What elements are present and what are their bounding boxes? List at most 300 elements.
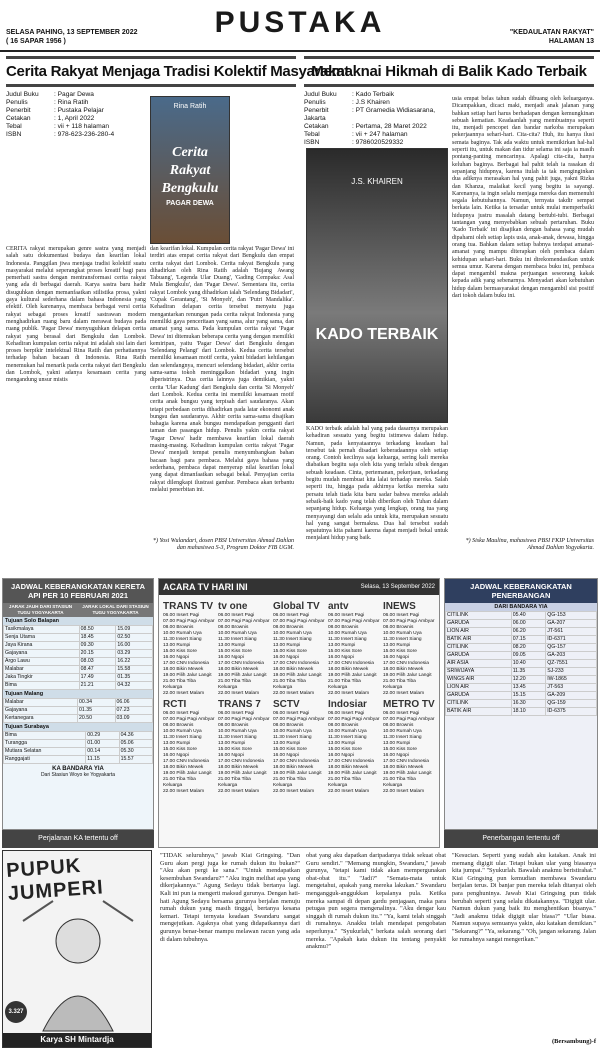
tv-channel-logo: tv one — [218, 601, 248, 612]
tv-program: 07.00 Pagi Pagi Ambyar — [163, 717, 215, 722]
flight-table — [445, 611, 597, 716]
header-left — [6, 28, 137, 46]
tv-channel-logo: antv — [328, 601, 349, 612]
table-cell: 04.36 — [119, 732, 152, 740]
bib-row: Judul Buku : Pagar Dewa — [6, 91, 94, 98]
tv-program: 13.00 Rumpi — [328, 741, 356, 746]
tv-program: 10.00 Rumah Uya — [383, 631, 422, 636]
tv-program: 11.30 Insert Siang — [163, 735, 202, 740]
table-row — [4, 634, 153, 642]
rubric-label: "KEDAULATAN RAKYAT" — [509, 29, 594, 36]
table-cell: Jaka Tingkir — [4, 674, 80, 682]
tv-program: 10.00 Rumah Uya — [273, 729, 312, 734]
tv-program: 18.00 Bikin Mewek — [328, 667, 369, 672]
table-row — [4, 715, 153, 723]
table-cell: 09.05 — [511, 652, 546, 660]
header-right — [510, 28, 594, 46]
tv-program: 15.00 Kiss Sore — [273, 649, 307, 654]
tv-program: 15.00 Kiss Sore — [328, 649, 362, 654]
tv-program: 21.00 Tiba Tiba Keluarga — [328, 777, 361, 788]
tv-program: 07.00 Pagi Pagi Ambyar — [328, 717, 380, 722]
tv-program: 18.00 Bikin Mewek — [218, 765, 259, 770]
tv-program: 18.00 Bikin Mewek — [383, 765, 424, 770]
tv-channel-logo: TRANS 7 — [218, 699, 261, 710]
table-cell: 15.58 — [116, 666, 153, 674]
tv-program: 16.00 Ngopi — [163, 753, 189, 758]
tv-program: 11.30 Insert Siang — [218, 637, 257, 642]
table-cell: IW-1865 — [546, 676, 597, 684]
tv-program: 06.00 Insert Pagi — [273, 613, 310, 618]
table-cell: Mutiara Selatan — [4, 748, 86, 756]
train-table — [3, 731, 153, 764]
table-cell: 04.32 — [116, 682, 153, 690]
tv-channel-logo: INEWS — [383, 601, 416, 612]
tv-program: 10.00 Rumah Uya — [383, 729, 422, 734]
tv-program: 13.00 Rumpi — [163, 741, 191, 746]
tv-program: 17.00 CNN Indonesia — [273, 661, 319, 666]
tv-program: 19.00 Pilih Jalur Langit — [218, 673, 267, 678]
table-cell: 13.45 — [511, 684, 546, 692]
table-cell: ID-6371 — [546, 636, 597, 644]
tv-program: 21.00 Tiba Tiba Keluarga — [328, 679, 361, 690]
tv-program: 19.00 Pilih Jalur Langit — [328, 771, 377, 776]
table-row — [4, 682, 153, 690]
table-cell: 20.50 — [78, 715, 115, 723]
table-row — [4, 740, 153, 748]
table-row — [446, 628, 597, 636]
tv-program: 08.00 Brownis — [218, 625, 249, 630]
table-row — [4, 732, 153, 740]
tv-program: 07.00 Pagi Pagi Ambyar — [328, 619, 380, 624]
tv-program: 08.00 Brownis — [383, 723, 414, 728]
bib-row: ISBN : 978-623-236-280-4 — [6, 131, 115, 138]
tv-program: 11.30 Insert Siang — [328, 735, 367, 740]
bib-row: Penerbit : PT Gramedia Widiasarana, Jakarta — [304, 107, 436, 122]
tv-program: 22.00 Insert Malam — [163, 691, 205, 696]
tv-column — [273, 599, 325, 844]
table-cell: 01.35 — [116, 674, 153, 682]
tv-program: 10.00 Rumah Uya — [218, 729, 257, 734]
tv-program: 15.00 Kiss Sore — [218, 649, 252, 654]
table-cell: 00.34 — [78, 699, 115, 707]
tv-column — [163, 599, 215, 844]
table-cell: 08.47 — [79, 666, 116, 674]
tv-program: 19.00 Pilih Jalur Langit — [383, 771, 432, 776]
table-cell: Bima — [4, 732, 86, 740]
table-cell: Malabar — [4, 699, 78, 707]
table-cell: 05.30 — [119, 748, 152, 756]
tv-program: 16.00 Ngopi — [328, 753, 354, 758]
table-cell: GARUDA — [446, 692, 512, 700]
table-cell: Jaya Kirana — [4, 642, 80, 650]
table-row — [446, 636, 597, 644]
tv-channel-logo: Global TV — [273, 601, 320, 612]
tv-program: 13.00 Rumpi — [273, 741, 301, 746]
issue-date: SELASA PAHING, 13 SEPTEMBER 2022 — [6, 29, 138, 36]
tv-program: 16.00 Ngopi — [273, 753, 299, 758]
train-footer: Perjalanan KA tertentu off — [2, 830, 154, 848]
tv-program: 17.00 CNN Indonesia — [383, 759, 429, 764]
tv-program: 08.00 Brownis — [218, 723, 249, 728]
tv-program: 08.00 Brownis — [383, 625, 414, 630]
tv-program: 21.00 Tiba Tiba Keluarga — [218, 777, 251, 788]
story-col1: "TIDAK seluruhnya," jawab Kiai Gringsing. "Dan Guru akan pergi juga ke rumah dukun itu bukan?" "Aku akan pergi ke sana." "Untuk mendapatkan kesembuhan Swandaru?" "Aku ingin melihat apa yang dikerjakannya." Agung Sedayu tidak bertanya lagi. Kali ini pun ia mengerti maksud gurunya. Dengan hati-hati Agung Sedayu bersama gurunya berjalan menuju rumah dukun yang masih tinggal, bertanya kesana kemari. Tetapi ternyata keadaan Swandaru sangat mengejutkan. Agaknya obat yang didapatkannya dari gurunya benar-benar mampu melawan racun yang ada di dalam tubuhnya. — [160, 852, 300, 943]
tv-program: 18.00 Bikin Mewek — [328, 765, 369, 770]
train-section: Tujuan Malang — [3, 690, 153, 698]
tv-program: 21.00 Tiba Tiba Keluarga — [383, 679, 416, 690]
flight-footer: Penerbangan tertentu off — [444, 830, 598, 848]
table-cell: CITILINK — [446, 700, 512, 708]
table-cell: QG-153 — [546, 612, 597, 620]
table-cell: 17.49 — [79, 674, 116, 682]
table-cell: 08.50 — [79, 626, 116, 634]
table-cell: 18.10 — [511, 708, 546, 716]
table-row — [446, 652, 597, 660]
cover-title: Cerita Rakyat Bengkulu — [161, 145, 219, 196]
tv-channel-logo: TRANS TV — [163, 601, 213, 612]
tv-program: 13.00 Rumpi — [218, 741, 246, 746]
tv-program: 06.00 Insert Pagi — [383, 711, 420, 716]
tv-program: 07.00 Pagi Pagi Ambyar — [163, 619, 215, 624]
tv-program: 07.00 Pagi Pagi Ambyar — [273, 619, 325, 624]
tv-program: 11.30 Insert Siang — [218, 735, 257, 740]
tv-program: 16.00 Ngopi — [383, 753, 409, 758]
table-cell: CITILINK — [446, 612, 512, 620]
table-row — [4, 650, 153, 658]
table-cell: 20.15 — [79, 650, 116, 658]
table-cell: Turangga — [4, 740, 86, 748]
table-row — [4, 666, 153, 674]
table-row — [446, 684, 597, 692]
tv-program: 18.00 Bikin Mewek — [218, 667, 259, 672]
tv-schedule-header — [159, 579, 439, 595]
flight-subheading: DARI BANDARA YIA — [445, 603, 597, 611]
train-schedule-title: JADWAL KEBERANGKATAN KERETA API PER 10 FEBRUARI 2021 — [3, 579, 153, 603]
tv-program: 08.00 Brownis — [328, 625, 359, 630]
table-cell: Bima — [4, 682, 80, 690]
tv-program: 15.00 Kiss Sore — [163, 649, 197, 654]
bib-row: Penulis : Rina Ratih — [6, 99, 89, 106]
tv-program: 08.00 Brownis — [273, 723, 304, 728]
table-row — [446, 668, 597, 676]
tv-program: 11.30 Insert Siang — [328, 637, 367, 642]
tv-program: 17.00 CNN Indonesia — [328, 759, 374, 764]
table-row — [446, 700, 597, 708]
table-cell: 21.21 — [79, 682, 116, 690]
bib-row: Tebal : vii + 247 halaman — [304, 131, 408, 138]
tv-program: 10.00 Rumah Uya — [163, 631, 202, 636]
tv-program: 15.00 Kiss Sore — [218, 747, 252, 752]
table-row — [4, 699, 153, 707]
table-cell: 00.14 — [86, 748, 119, 756]
tv-column — [383, 599, 435, 844]
tv-program: 07.00 Pagi Pagi Ambyar — [218, 619, 270, 624]
table-cell: 08.20 — [511, 644, 546, 652]
table-row — [446, 620, 597, 628]
tv-program: 13.00 Rumpi — [328, 643, 356, 648]
right-article-bibliography — [304, 91, 449, 147]
tv-program: 17.00 CNN Indonesia — [218, 661, 264, 666]
train-subheading: JARAK JAUH DARI STASIUN TUGU YOGYAKARTA — [8, 604, 73, 615]
table-cell: Malabar — [4, 666, 80, 674]
table-row — [4, 626, 153, 634]
table-cell: JT-561 — [546, 628, 597, 636]
airport-train-sub: Dari Stasiun Woyo ke Yogyakarta — [40, 772, 116, 778]
tv-program: 21.00 Tiba Tiba Keluarga — [218, 679, 251, 690]
comic-number: 3.327 — [5, 1001, 27, 1023]
story-col2: obat yang aku dapatkan daripadanya tidak sekuat obat Guru sendiri." "Memang mungkin, Swandaru," jawab gurunya, "tetapi kami tidak akan mempergunakan obat-obat itu." "Jadi?" "Semata-mata untuk mengetahui, apakah yang mereka lakukan." Swandaru mengangguk-anggukkan kepalanya pula. Ketika mereka sampai di depan gardu penjagaan, maka para petugas pun segera mengenalinya. "Aku dengar kau singgah di rumah dukun itu." "Ya, kami telah singgah di rumahnya. Anakku telah mendapat pengobatan seperlunya." "Syukurlah," berkata salah seorang dari mereka. "Apakah kata dukun itu tentang penyakit anakmu?" — [306, 852, 446, 951]
left-article-col2a — [236, 96, 294, 246]
table-cell: 03.29 — [116, 650, 153, 658]
tv-program: 08.00 Brownis — [273, 625, 304, 630]
tv-program: 10.00 Rumah Uya — [328, 729, 367, 734]
table-cell: GARUDA — [446, 652, 512, 660]
table-cell: SRIWIJAYA — [446, 668, 512, 676]
tv-program: 16.00 Ngopi — [273, 655, 299, 660]
tv-column — [328, 599, 380, 844]
tv-program: 10.00 Rumah Uya — [273, 631, 312, 636]
tv-program: 17.00 CNN Indonesia — [328, 661, 374, 666]
table-cell: 05.40 — [511, 612, 546, 620]
cover-author: J.S. KHAIREN — [351, 177, 403, 186]
table-cell: 11.35 — [511, 668, 546, 676]
tv-program: 22.00 Insert Malam — [383, 691, 425, 696]
tv-program: 15.00 Kiss Sore — [273, 747, 307, 752]
table-cell: 00.29 — [86, 732, 119, 740]
bib-row: Cetakan : Pertama, 28 Maret 2022 — [304, 123, 427, 130]
table-cell: Tasikmalaya — [4, 626, 80, 634]
bib-row: Cetakan : 1, April 2022 — [6, 115, 95, 122]
table-cell: 01.35 — [78, 707, 115, 715]
table-cell: 01.00 — [86, 740, 119, 748]
table-cell: 06.00 — [511, 620, 546, 628]
table-row — [4, 707, 153, 715]
tv-program: 19.00 Pilih Jalur Langit — [163, 673, 212, 678]
tv-program: 22.00 Insert Malam — [328, 789, 370, 794]
tv-program: 18.00 Bikin Mewek — [273, 667, 314, 672]
bib-row: Penerbit : Pustaka Pelajar — [6, 107, 104, 114]
train-section: Tujuan Solo Balapan — [3, 617, 153, 625]
tv-program: 22.00 Insert Malam — [383, 789, 425, 794]
table-row — [4, 748, 153, 756]
table-row — [446, 692, 597, 700]
table-cell: QG-157 — [546, 644, 597, 652]
tv-program: 18.00 Bikin Mewek — [163, 765, 204, 770]
comic-title: PUPUK JUMPERI — [5, 854, 105, 905]
tv-schedule — [158, 578, 440, 848]
tv-program: 07.00 Pagi Pagi Ambyar — [383, 619, 435, 624]
tv-program: 13.00 Rumpi — [163, 643, 191, 648]
table-cell: BATIK AIR — [446, 708, 512, 716]
train-schedule — [2, 578, 154, 830]
tv-program: 06.00 Insert Pagi — [328, 613, 365, 618]
tv-program: 21.00 Tiba Tiba Keluarga — [163, 777, 196, 788]
tv-program: 11.30 Insert Siang — [273, 735, 312, 740]
tv-column — [218, 599, 270, 844]
tv-program: 06.00 Insert Pagi — [163, 711, 200, 716]
tv-program: 13.00 Rumpi — [273, 643, 301, 648]
right-article-col1: KADO terbaik adalah hal yang pada dasarnya merupakan kehadiran sesuatu yang begitu istimewa dalam hidup. Namun, pada kenyataannya terkadang keadaan hal tersebut tak pernah disadari keberadaannya oleh setiap orang. Contoh kecilnya saja keluarga, sering kali mereka diabaikan begitu saja oleh kita yang terlalu sibuk dengan sebuah keadaan. Cinta, pertemanan, pekerjaan, terkadang begitu mudah membuat kita lalai terhadap mereka. Salah seperti itu, hingga pada akhirnya ketika mereka satu persatu telah tiada kita baru sadar bahwa mereka adalah sebaik-baik kado yang telah diberikan oleh Tuhan dalam sepanjang hidup. Keluarga yang lengkap, orang tua yang menyayangi dan selalu ada untuk kita, merupakan sesuatu hal yang sangat bermakna. Dua hal tersebut sudah sepatutnya kita pahami karena dapat menjadi bekal untuk menjalani hidup yang baik. — [306, 426, 448, 542]
train-table — [3, 698, 153, 723]
table-cell: LION AIR — [446, 628, 512, 636]
tv-schedule-title: ACARA TV HARI INI — [163, 582, 248, 592]
bib-row: Penulis : J.S Khairen — [304, 99, 390, 106]
tv-program: 19.00 Pilih Jalur Langit — [218, 771, 267, 776]
bib-row: ISBN : 9786020529332 — [304, 139, 404, 146]
table-cell: 05.06 — [119, 740, 152, 748]
tv-program: 17.00 CNN Indonesia — [163, 759, 209, 764]
right-article-signature: *) Siska Maulina, mahasiswa PBSI FKIP Universitas Ahmad Dahlan Yogyakarta. — [465, 538, 594, 551]
table-row — [446, 676, 597, 684]
table-cell: 15.15 — [511, 692, 546, 700]
tv-program: 21.00 Tiba Tiba Keluarga — [273, 777, 306, 788]
tv-program: 21.00 Tiba Tiba Keluarga — [273, 679, 306, 690]
table-cell: 09.30 — [79, 642, 116, 650]
table-cell: GA-207 — [546, 620, 597, 628]
right-book-cover — [306, 148, 448, 423]
tv-program: 06.00 Insert Pagi — [218, 613, 255, 618]
train-subheading: JARAK LOKAL DARI STASIUN TUGU YOGYAKARTA — [82, 604, 149, 615]
table-cell: QG-159 — [546, 700, 597, 708]
story-continued: (Bersambung)-f — [551, 1038, 596, 1045]
tv-program: 19.00 Pilih Jalur Langit — [328, 673, 377, 678]
table-cell: Argo Lawu — [4, 658, 80, 666]
table-cell: 06.20 — [511, 628, 546, 636]
flight-schedule-title: JADWAL KEBERANGKATAN PENERBANGAN — [445, 579, 597, 603]
train-section: Tujuan Surabaya — [3, 723, 153, 731]
tv-program: 08.00 Brownis — [163, 723, 194, 728]
tv-program: 22.00 Insert Malam — [273, 789, 315, 794]
table-row — [446, 708, 597, 716]
tv-program: 17.00 CNN Indonesia — [218, 759, 264, 764]
tv-channel-logo: METRO TV — [383, 699, 435, 710]
table-cell: Senja Utama — [4, 634, 80, 642]
tv-program: 08.00 Brownis — [163, 625, 194, 630]
table-cell: 08.03 — [79, 658, 116, 666]
cover-author: Rina Ratih — [173, 103, 207, 110]
left-article-signature: *) Yosi Wulandari, dosen PBSI Universitas Ahmad Dahlan dan mahasiswa S-3, Program Doktor FIB UGM. — [152, 538, 294, 551]
issue-javanese-date: ( 16 SAPAR 1956 ) — [6, 38, 66, 45]
tv-program: 22.00 Insert Malam — [218, 789, 260, 794]
table-cell: 15.57 — [119, 756, 152, 764]
table-row — [4, 642, 153, 650]
train-table — [3, 625, 153, 690]
tv-program: 06.00 Insert Pagi — [273, 711, 310, 716]
tv-program: 07.00 Pagi Pagi Ambyar — [273, 717, 325, 722]
table-cell: WINGS AIR — [446, 676, 512, 684]
table-cell: GA-209 — [546, 692, 597, 700]
table-cell: SJ-233 — [546, 668, 597, 676]
table-cell: Gajayana — [4, 650, 80, 658]
table-cell: 10.40 — [511, 660, 546, 668]
bib-row: Tebal : vii + 118 halaman — [6, 123, 110, 130]
tv-program: 15.00 Kiss Sore — [163, 747, 197, 752]
tv-program: 17.00 CNN Indonesia — [273, 759, 319, 764]
tv-program: 11.30 Insert Siang — [383, 637, 422, 642]
table-cell: 16.22 — [116, 658, 153, 666]
table-cell: QZ-7551 — [546, 660, 597, 668]
right-article-col2: usia empat belas tahun sudah dibuang oleh keluarganya. Dicampakkan, dicaci maki, menjadi anak jalanan yang bahkan setiap hari harus berhadapan dengan kemungkinan sebuah kematian. Keadaanlah yang membuatnya seperti itu, menjadi pencopet dan bandar narkoba merupakan pekerjaannya sehari-hari. Cita-cita? Huh, itu hanya ilusi semata baginya. Tak ada waktu untuk memikirkan hal-hal seperti itu, untuk makan dan tidur selama ini saja ia masih pontang-panting mencarinya. Apalagi cita-cita, hanya keluhan baginya. Berbagai hal pahit telah ia rasakan di sepanjang hidupnya, karena itulah ia tak menginginkan dua adiknya merasakan hal yang pahit juga, yakni Rizka dan Khanza, malaikat kecil yang begitu ia sayangi. Karenanya, ia ingin selalu menjaga mereka dan memenuhi segala kebutuhannya. Namun, ternyata takdir sempat berkata lain. Ketika ia tersadar untuk mulai memperbaiki hidupnya justru masalah datang bertubi-tubi. Berbagai tantangan yang menyebabkan sebuah pertaruhan. Buku 'Kado Terbaik' ini disajikan dengan bahasa yang mudah dipahami oleh setiap lapis usia, anak-anak, dewasa, hingga orang tua. Bahkan dalam setiap babnya terdapat amanat-amanat yang mampu diterapkan oleh pembaca dalam kehidupan sehari-hari. Buku ini direkomendasikan untuk semua umur. Karena dengan membaca buku ini, pembaca dapat mengambil makna perjuangan seseorang kakak kepada adik yang sebenarnya. Menyadari akan kebutuhan hidup dalam bermasyarakat dengan mengambil sisi positif dari tokoh dalam buku ini. — [452, 96, 594, 300]
tv-program: 11.30 Insert Siang — [273, 637, 312, 642]
tv-program: 16.00 Ngopi — [218, 753, 244, 758]
story-col3: "Kesucian. Seperti yang sudah aku katakan. Anak ini memang digigit ular. Tetapi bukan ular yang biasanya kita jumpai." "Syukurlah. Bawalah anakmu beristirahat." Kiai Gringsing pun kemudian membawa Swandaru berjalan terus. Di banjar pun mereka telah ditanyai oleh para penghuninya. Jawab Kiai Gringsing pun tidak berubah seperti yang selalu dikatakannya. "Digigit ular. Namun dukun yang baik itu menghentikan bisanya." "Jadi anakmu tidak digigit ular biasa?" "Ular biasa. Namun supaya semuanya yakin, aku katakan demikian." "Sekarang?" "Ya, sekarang." "Oh, jangan sekarang. Jalan ke rumahnya sangat mengerikan." — [452, 852, 596, 943]
tv-program: 10.00 Rumah Uya — [163, 729, 202, 734]
tv-program: 19.00 Pilih Jalur Langit — [273, 673, 322, 678]
table-cell: 15.09 — [116, 626, 153, 634]
table-cell: 03.09 — [115, 715, 153, 723]
tv-program: 19.00 Pilih Jalur Langit — [163, 771, 212, 776]
tv-program: 16.00 Ngopi — [383, 655, 409, 660]
tv-program: 21.00 Tiba Tiba Keluarga — [383, 777, 416, 788]
table-cell: GA-203 — [546, 652, 597, 660]
tv-program: 18.00 Bikin Mewek — [383, 667, 424, 672]
table-cell: 02.50 — [116, 634, 153, 642]
table-cell: Gajayana — [4, 707, 78, 715]
table-cell: JT-563 — [546, 684, 597, 692]
table-row — [4, 674, 153, 682]
table-cell: AIR ASIA — [446, 660, 512, 668]
table-cell: 16.00 — [116, 642, 153, 650]
table-cell: 18.45 — [79, 634, 116, 642]
table-cell: 07.15 — [511, 636, 546, 644]
tv-program: 15.00 Kiss Sore — [383, 649, 417, 654]
tv-channel-logo: RCTI — [163, 699, 187, 710]
page-number: HALAMAN 13 — [548, 38, 594, 45]
tv-program: 22.00 Insert Malam — [218, 691, 260, 696]
tv-channel-logo: SCTV — [273, 699, 300, 710]
tv-program: 06.00 Insert Pagi — [218, 711, 255, 716]
left-article-title: Cerita Rakyat Menjaga Tradisi Kolektif Masyarakat — [6, 56, 296, 87]
tv-program: 19.00 Pilih Jalur Langit — [383, 673, 432, 678]
tv-program: 13.00 Rumpi — [383, 643, 411, 648]
tv-program: 16.00 Ngopi — [218, 655, 244, 660]
table-cell: BATIK AIR — [446, 636, 512, 644]
table-cell: 12.20 — [511, 676, 546, 684]
table-row — [4, 756, 153, 764]
tv-schedule-date: Selasa, 13 September 2022 — [360, 584, 435, 590]
tv-program: 22.00 Insert Malam — [328, 691, 370, 696]
left-article-col1: CERITA rakyat merupakan genre sastra yang menjadi salah satu dokumentasi budaya dan kearifan lokal Indonesia. Panggilan jiwa menjaga tradisi kolektif suatu masyarakat melalui seperangkat proses kreatif bagi para pemerhati sastra dengan mentransformasi cerita rakyat yang ada di berbagai daerah. Karya sastra baru hadir disuguhkan dengan memanfaatkan stilistika prosa, yakni gaya kultural sederhana dalam bahasa Indonesia yang efektif. Oleh karenanya, membaca berbagai versi cerita rakyat sebagai proses kreatif sastrawan modern menghadirkan ruang baru dalam merawat budaya pada ruang publik. 'Pagar Dewa' menyuguhkan delapan cerita rakyat yang berasal dari Bengkulu dan Lombok. Kehadiran kumpulan cerita rakyat ini adalah sisi lain dari proses berpikir intelektual Rina Ratih dan perhatiannya terhadap bahan bacaan di Indonesia. Rina Ratih menemukan hal menarik pada cerita rakyat dari Bengkulu dan Lombok, yakni adanya kesamaan cerita yang mengandung unsur mistis — [6, 246, 146, 384]
tv-program: 22.00 Insert Malam — [273, 691, 315, 696]
tv-program: 16.00 Ngopi — [163, 655, 189, 660]
masthead: PUSTAKA — [214, 6, 386, 39]
table-row — [446, 612, 597, 620]
tv-program: 13.00 Rumpi — [383, 741, 411, 746]
comic-byline: Karya SH Mintardja — [3, 1033, 151, 1047]
tv-program: 11.30 Insert Siang — [163, 637, 202, 642]
flight-schedule — [444, 578, 598, 830]
table-cell: 06.06 — [115, 699, 153, 707]
tv-program: 08.00 Brownis — [328, 723, 359, 728]
table-cell: Ranggajati — [4, 756, 86, 764]
table-cell: 07.23 — [115, 707, 153, 715]
page-header — [0, 0, 600, 52]
comic-strip — [2, 850, 152, 1048]
left-article-col2: dan kearifan lokal. Kumpulan cerita rakyat 'Pagar Dewa' ini terdiri atas empat cerita rakyat dari Bengkulu dan empat cerita rakyat dari Lombok. Cerita rakyat Bengkulu yang dihadirkan oleh Rina Ratih adalah 'Bujang Awang Tabuang', 'Legenda Ular Duang', 'Gading Cempaka: Asal Mula Bengkulu', dan 'Pagar Dewa'. Sementara itu, cerita rakyat Lombok yang dihadirkan ialah 'Selendang Bidadari', 'Cupak Gerantang', 'Si Monyeh', dan 'Putri Mandalika'. Kehadiran delapan cerita tersebut menyatu juga mengantarkan renungan pada cerita rakyat Indonesia yang memiliki gaya penceritaan yang sama, alur yang sama, dan amanat yang sama. Pada kumpulan cerita rakyat 'Pagar Dewa' ini ditemukan beberapa cerita yang dengan memiliki kemiripan, yaitu 'Pagar Dewa' dari Bengkulu dengan 'Selendang Pelangi' dari Lombok. Kedua cerita tersebut memiliki kesamaan motif cerita, yakni bidadari kehilangan dan selendangnya, mencuri selendang bidadari, akhir cerita sama-sama tokoh meninggalkan bidadari yang ingin diperistrinya. Dua cerita lainnya juga demikian, yakni cerita 'Ular Kadung' dari Bengkulu dan cerita 'Si Monyeh' dari Lombok. Kedua cerita ini memiliki kesamaan motif cerita anak bungsu yang terpisah dari saudaranya. Akan tetapi perbedaan cerita dihadirkan pada latar ekonomi anak bungsu dan saudaranya. Akhir cerita sama-sama disajikan bahagia karena anak bungsu mendapatkan pengganti dari taman dan pasangan hidup. Penulis yakin cerita rakyat 'Pagar Dewa' hadir membawa kearifan lokal daerah masing-masing. Kehadiran kumpulan cerita rakyat 'Pagar Dewa' menjadi tempat penulis menyumbangkan bahan bacaan bagi para pembaca. Melalui gaya bahasa yang sederhana, pembaca dapat menyerap nilai kearifan lokal yang dapat dimanfaatkan sebagai bekal. Penyajian cerita rakyat dilengkapi ilustrasi gambar. Pembaca akan terbantu melalui penerbitan ini. — [150, 246, 294, 493]
bib-row: Judul Buku : Kado Terbaik — [304, 91, 395, 98]
tv-program: 06.00 Insert Pagi — [163, 613, 200, 618]
cover-title: KADO TERBAIK — [315, 326, 439, 343]
tv-program: 22.00 Insert Malam — [163, 789, 205, 794]
tv-program: 06.00 Insert Pagi — [383, 613, 420, 618]
cover-subtitle: PAGAR DEWA — [166, 200, 214, 207]
tv-program: 17.00 CNN Indonesia — [163, 661, 209, 666]
tv-program: 18.00 Bikin Mewek — [273, 765, 314, 770]
tv-program: 16.00 Ngopi — [328, 655, 354, 660]
table-cell: CITILINK — [446, 644, 512, 652]
airport-train-title: KA BANDARA YIA — [52, 766, 104, 772]
tv-program: 06.00 Insert Pagi — [328, 711, 365, 716]
